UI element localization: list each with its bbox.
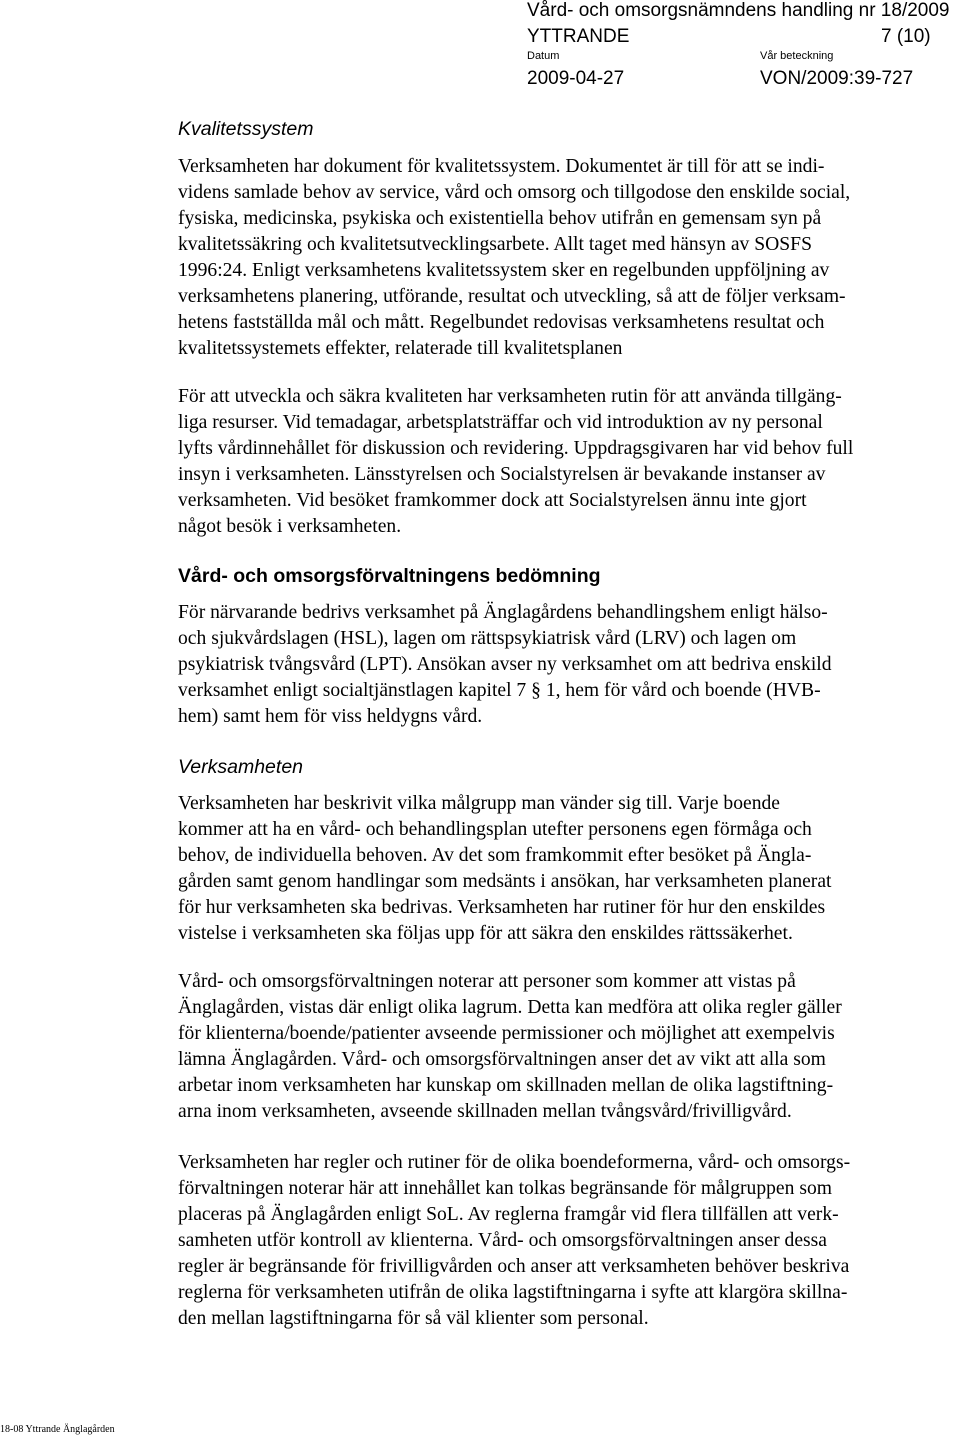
document-reference: VON/2009:39-727 <box>760 68 914 89</box>
footer-filename: 18-08 Yttrande Änglagården <box>0 1424 115 1435</box>
text-line: något besök i verksamheten. <box>178 516 402 537</box>
text-line: lämna Änglagården. Vård- och omsorgsförvaltningen anser det av vikt att alla som <box>178 1049 826 1070</box>
text-line: kvalitetssystemets effekter, relaterade till kvalitetsplanen <box>178 338 623 359</box>
text-line: insyn i verksamheten. Länsstyrelsen och Socialstyrelsen är bevakande instanser av <box>178 464 826 485</box>
document-date: 2009-04-27 <box>527 68 625 89</box>
text-line: Vård- och omsorgsförvaltningen noterar att personer som kommer att vistas på <box>178 971 796 992</box>
text-line: 1996:24. Enligt verksamhetens kvalitetssystem sker en regelbunden uppföljning av <box>178 260 830 281</box>
document-type: YTTRANDE <box>527 26 630 47</box>
text-line: för hur verksamheten ska bedrivas. Verksamheten har rutiner för hur den enskildes <box>178 897 826 918</box>
section-heading-verksamheten: Verksamheten <box>178 756 304 778</box>
date-label: Datum <box>527 50 560 62</box>
text-line: liga resurser. Vid temadagar, arbetsplatsträffar och vid introduktion av ny personal <box>178 412 823 433</box>
text-line: gården samt genom handlingar som medsänts i ansökan, har verksamheten planerat <box>178 871 832 892</box>
text-line: hetens fastställda mål och mått. Regelbundet redovisas verksamhetens resultat och <box>178 312 825 333</box>
text-line: arna inom verksamheten, avseende skillnaden mellan tvångsvård/frivilligvård. <box>178 1101 792 1122</box>
reference-label: Vår beteckning <box>760 50 834 62</box>
text-line: Verksamheten har dokument för kvalitetssystem. Dokumentet är till för att se indi- <box>178 156 825 177</box>
text-line: reglerna för verksamheten utifrån de olika lagstiftningarna i syfte att klargöra skillna- <box>178 1282 848 1303</box>
text-line: vistelse i verksamheten ska följas upp för att säkra den enskildes rättssäkerhet. <box>178 923 793 944</box>
section-heading-bedomning: Vård- och omsorgsförvaltningens bedömning <box>178 565 601 587</box>
text-line: regler är begränsande för frivilligvården och anser att verksamheten behöver beskriva <box>178 1256 850 1277</box>
header-title: Vård- och omsorgsnämndens handling nr 18/2009 <box>527 0 950 21</box>
text-line: behov, de individuella behoven. Av det som framkommit efter besöket på Ängla- <box>178 845 812 866</box>
text-line: kommer att ha en vård- och behandlingsplan utefter personens egen förmåga och <box>178 819 812 840</box>
text-line: placeras på Änglagården enligt SoL. Av reglerna framgår vid flera tillfällen att verk- <box>178 1204 839 1225</box>
page-number: 7 (10) <box>881 26 931 47</box>
text-line: hem) samt hem för viss heldygns vård. <box>178 706 483 727</box>
text-line: Verksamheten har beskrivit vilka målgrupp man vänder sig till. Varje boende <box>178 793 780 814</box>
text-line: Änglagården, vistas där enligt olika lagrum. Detta kan medföra att olika regler gäller <box>178 997 842 1018</box>
text-line: lyfts vårdinnehållet för diskussion och revidering. Uppdragsgivaren har vid behov full <box>178 438 854 459</box>
text-line: förvaltningen noterar här att innehållet kan tolkas begränsande för målgruppen som <box>178 1178 832 1199</box>
text-line: Verksamheten har regler och rutiner för de olika boendeformerna, vård- och omsorgs- <box>178 1152 851 1173</box>
text-line: för klienterna/boende/patienter avseende permissioner och möjlighet att exempelvis <box>178 1023 835 1044</box>
text-line: samheten utför kontroll av klienterna. Vård- och omsorgsförvaltningen anser dessa <box>178 1230 827 1251</box>
text-line: videns samlade behov av service, vård och omsorg och tillgodose den enskilde social, <box>178 182 851 203</box>
section-heading-kvalitetssystem: Kvalitetssystem <box>178 118 314 140</box>
text-line: den mellan lagstiftningarna för så väl klienter som personal. <box>178 1308 649 1329</box>
text-line: verksamheten. Vid besöket framkommer dock att Socialstyrelsen ännu inte gjort <box>178 490 807 511</box>
text-line: För att utveckla och säkra kvaliteten har verksamheten rutin för att använda tillgäng- <box>178 386 842 407</box>
text-line: psykiatrisk tvångsvård (LPT). Ansökan avser ny verksamhet om att bedriva enskild <box>178 654 832 675</box>
text-line: arbetar inom verksamheten har kunskap om skillnaden mellan de olika lagstiftning- <box>178 1075 834 1096</box>
text-line: verksamhetens planering, utförande, resultat och utveckling, så att de följer verksam- <box>178 286 846 307</box>
text-line: kvalitetssäkring och kvalitetsutvecklingsarbete. Allt taget med hänsyn av SOSFS <box>178 234 812 255</box>
text-line: För närvarande bedrivs verksamhet på Änglagårdens behandlingshem enligt hälso- <box>178 602 828 623</box>
text-line: verksamhet enligt socialtjänstlagen kapitel 7 § 1, hem för vård och boende (HVB- <box>178 680 821 701</box>
text-line: fysiska, medicinska, psykiska och existentiella behov utifrån en gemensam syn på <box>178 208 822 229</box>
text-line: och sjukvårdslagen (HSL), lagen om rättspsykiatrisk vård (LRV) och lagen om <box>178 628 797 649</box>
